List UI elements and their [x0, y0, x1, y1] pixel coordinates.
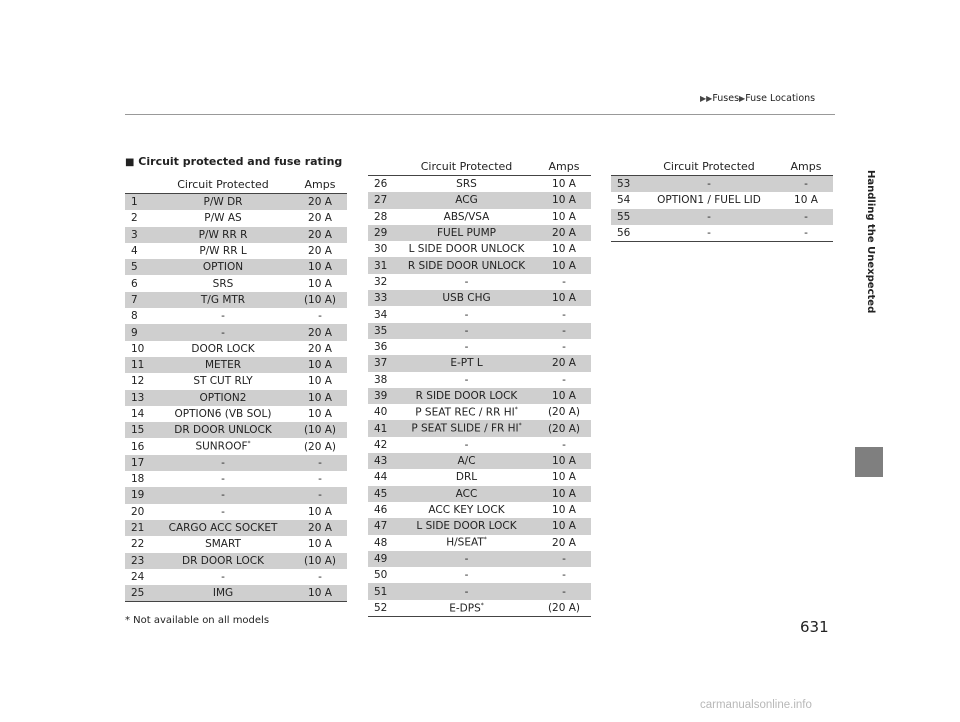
table-row	[611, 225, 833, 242]
watermark: carmanualsonline.info	[700, 699, 812, 711]
fuse-number: 19	[125, 487, 153, 503]
fuse-number: 3	[125, 227, 153, 243]
circuit-name: FUEL PUMP	[396, 225, 537, 241]
table-row	[611, 192, 833, 208]
breadcrumb	[700, 93, 815, 104]
amp-rating: -	[293, 455, 347, 471]
amp-rating: -	[562, 438, 566, 451]
circuit-name: ACG	[396, 192, 537, 208]
circuit-name: DR DOOR UNLOCK	[153, 422, 293, 438]
table-row	[125, 194, 347, 211]
fuse-number: 28	[374, 210, 388, 223]
table-row	[125, 569, 347, 585]
section-title-text: Circuit protected and fuse rating	[138, 155, 343, 168]
table-row	[125, 471, 347, 487]
footnote-mark: *	[247, 440, 251, 448]
table-row	[125, 390, 347, 406]
circuit-name: SUNROOF*	[195, 440, 251, 453]
circuit-name: CARGO ACC SOCKET	[153, 520, 293, 536]
circuit-name: OPTION6 (VB SOL)	[174, 408, 272, 420]
circuit-name: -	[221, 310, 225, 323]
table-row	[368, 518, 591, 534]
fuse-number: 8	[131, 310, 138, 323]
fuse-number: 6	[131, 277, 138, 290]
circuit-name: -	[639, 176, 779, 193]
table-row	[368, 209, 591, 225]
circuit-name: ST CUT RLY	[193, 375, 253, 388]
footnote-mark: *	[518, 422, 522, 430]
amp-rating: 10 A	[308, 538, 332, 551]
circuit-name: -	[153, 455, 293, 471]
header-amps: Amps	[779, 157, 833, 176]
footnote: * Not available on all models	[125, 615, 270, 626]
amp-rating: -	[562, 569, 566, 582]
table-row	[368, 600, 591, 617]
circuit-name: -	[464, 275, 469, 288]
fuse-number: 38	[374, 373, 388, 386]
amp-rating: 10 A	[293, 357, 347, 373]
circuit-name: R SIDE DOOR LOCK	[396, 388, 537, 404]
circuit-name: R SIDE DOOR UNLOCK	[396, 257, 537, 273]
table-row	[125, 585, 347, 602]
table-row	[125, 210, 347, 226]
amp-rating: 10 A	[537, 192, 591, 208]
fuse-number: 50	[374, 569, 388, 582]
table-row	[368, 274, 591, 290]
fuse-number: 54	[617, 194, 631, 207]
amp-rating: 20 A	[293, 194, 347, 211]
header-circuit: Circuit Protected	[396, 157, 537, 176]
fuse-number: 12	[131, 375, 145, 388]
fuse-number: 51	[368, 583, 396, 599]
table-row	[368, 551, 591, 567]
table-row	[125, 536, 347, 552]
circuit-name: -	[396, 323, 537, 339]
table-row	[125, 504, 347, 520]
table-row	[368, 437, 591, 453]
amp-rating: 10 A	[537, 388, 591, 404]
table-row	[368, 469, 591, 485]
amp-rating: 10 A	[552, 504, 576, 517]
table-row	[125, 520, 347, 536]
circuit-name: USB CHG	[396, 290, 537, 306]
fuse-number: 42	[374, 438, 388, 451]
amp-rating: 10 A	[537, 518, 591, 534]
fuse-number: 43	[368, 453, 396, 469]
amp-rating: 20 A	[293, 324, 347, 340]
amp-rating: -	[318, 310, 322, 323]
fuse-number: 30	[374, 243, 388, 256]
table-row	[368, 453, 591, 469]
fuse-number: 10	[131, 342, 145, 355]
amp-rating: -	[562, 341, 566, 354]
amp-rating: -	[537, 583, 591, 599]
fuse-number: 56	[611, 225, 639, 242]
fuse-number: 46	[374, 504, 388, 517]
amp-rating: (20 A)	[547, 406, 581, 419]
circuit-name: -	[464, 569, 469, 582]
circuit-name: E-DPS*	[396, 600, 537, 617]
table-row	[125, 243, 347, 259]
fuse-number: 18	[131, 473, 145, 486]
fuse-number: 31	[368, 257, 396, 273]
fuse-number: 4	[131, 245, 138, 258]
circuit-name: T/G MTR	[153, 292, 293, 308]
header-amps: Amps	[293, 175, 347, 194]
fuse-table-1	[125, 175, 347, 602]
table-row	[125, 324, 347, 340]
circuit-name: -	[221, 570, 225, 583]
table-row	[125, 292, 347, 308]
fuse-number: 47	[368, 518, 396, 534]
circuit-name: E-PT L	[396, 355, 537, 371]
amp-rating: -	[318, 473, 322, 486]
circuit-name: P/W RR R	[153, 227, 293, 243]
circuit-name: -	[221, 505, 225, 518]
table-row	[125, 357, 347, 373]
footnote-mark: *	[514, 406, 518, 414]
table-row	[368, 339, 591, 355]
fuse-number: 24	[131, 570, 145, 583]
fuse-number: 21	[125, 520, 153, 536]
amp-rating: -	[779, 176, 833, 193]
amp-rating: 10 A	[552, 178, 576, 191]
circuit-name: -	[639, 225, 779, 242]
fuse-table-3	[611, 157, 833, 242]
amp-rating: 20 A	[552, 536, 576, 549]
fuse-number: 41	[368, 420, 396, 436]
circuit-name: SRS	[456, 178, 477, 191]
triangle-right-icon: ▶	[739, 94, 746, 103]
circuit-name: SMART	[205, 538, 241, 551]
table-row	[125, 487, 347, 503]
circuit-name: L SIDE DOOR UNLOCK	[408, 243, 525, 256]
circuit-name: -	[396, 583, 537, 599]
fuse-number: 40	[374, 406, 388, 419]
amp-rating: -	[537, 323, 591, 339]
fuse-number: 48	[374, 536, 388, 549]
table-row	[611, 209, 833, 225]
fuse-number: 25	[125, 585, 153, 602]
table-row	[368, 306, 591, 322]
circuit-name: DRL	[455, 471, 478, 484]
amp-rating: 10 A	[537, 486, 591, 502]
table-row	[368, 388, 591, 404]
amp-rating: (20 A)	[537, 600, 591, 617]
table-row	[125, 275, 347, 291]
amp-rating: 10 A	[552, 471, 576, 484]
fuse-table-2-body	[368, 176, 591, 617]
table-row	[368, 420, 591, 436]
circuit-name: SRS	[212, 277, 234, 290]
circuit-name: DOOR LOCK	[191, 342, 255, 355]
footnote-mark: *	[483, 536, 487, 544]
fuse-table-1-body	[125, 194, 347, 602]
fuse-number: 49	[368, 551, 396, 567]
section-title	[125, 155, 342, 168]
circuit-name: H/SEAT*	[446, 536, 487, 549]
table-row	[368, 583, 591, 599]
fuse-table-2	[368, 157, 591, 617]
fuse-number: 2	[131, 212, 138, 225]
table-row	[368, 372, 591, 388]
amp-rating: 20 A	[537, 355, 591, 371]
amp-rating: 10 A	[308, 408, 332, 420]
fuse-number: 11	[125, 357, 153, 373]
circuit-name: -	[396, 551, 537, 567]
amp-rating: -	[562, 373, 566, 386]
header-circuit: Circuit Protected	[639, 157, 779, 176]
amp-rating: 10 A	[552, 243, 576, 256]
amp-rating: 10 A	[293, 390, 347, 406]
amp-rating: 10 A	[308, 277, 332, 290]
fuse-number: 15	[125, 422, 153, 438]
table-row	[125, 438, 347, 454]
table-row	[368, 567, 591, 583]
fuse-number: 39	[368, 388, 396, 404]
circuit-name: P/W AS	[204, 212, 242, 225]
fuse-number: 14	[131, 408, 145, 420]
circuit-name: OPTION	[153, 259, 293, 275]
circuit-name: A/C	[396, 453, 537, 469]
amp-rating: (20 A)	[303, 440, 337, 453]
breadcrumb-part2: Fuse Locations	[745, 93, 816, 104]
circuit-name: -	[221, 473, 225, 486]
table-row	[611, 176, 833, 193]
fuse-number: 16	[131, 440, 145, 453]
fuse-number: 33	[368, 290, 396, 306]
triangle-right-icon: ▶▶	[700, 94, 713, 103]
header-amps: Amps	[537, 157, 591, 176]
fuse-number: 53	[611, 176, 639, 193]
table-row	[368, 323, 591, 339]
circuit-name: DR DOOR LOCK	[153, 553, 293, 569]
amp-rating: 10 A	[537, 453, 591, 469]
fuse-number: 45	[368, 486, 396, 502]
fuse-number: 9	[125, 324, 153, 340]
table-row	[368, 486, 591, 502]
amp-rating: -	[779, 209, 833, 225]
table-row	[368, 502, 591, 518]
fuse-number: 29	[368, 225, 396, 241]
fuse-number: 35	[368, 323, 396, 339]
circuit-name: -	[464, 438, 469, 451]
fuse-number: 34	[374, 308, 388, 321]
fuse-number: 1	[125, 194, 153, 211]
table-row	[368, 225, 591, 241]
table-row	[368, 355, 591, 371]
circuit-name: -	[639, 209, 779, 225]
header-circuit: Circuit Protected	[153, 175, 293, 194]
circuit-name: OPTION2	[153, 390, 293, 406]
fuse-number: 36	[374, 341, 388, 354]
table-row	[368, 176, 591, 193]
circuit-name: L SIDE DOOR LOCK	[396, 518, 537, 534]
amp-rating: 10 A	[308, 375, 332, 388]
circuit-name: P/W DR	[153, 194, 293, 211]
table-row	[368, 535, 591, 551]
fuse-number: 5	[125, 259, 153, 275]
amp-rating: 20 A	[308, 212, 332, 225]
fuse-number: 26	[374, 178, 388, 191]
side-tab-label: Handling the Unexpected	[865, 170, 876, 314]
fuse-number: 27	[368, 192, 396, 208]
table-row	[125, 373, 347, 389]
amp-rating: (10 A)	[293, 292, 347, 308]
table-row	[368, 257, 591, 273]
fuse-number: 13	[125, 390, 153, 406]
table-row	[125, 553, 347, 569]
square-bullet-icon: ■	[125, 157, 135, 168]
amp-rating: 20 A	[293, 227, 347, 243]
circuit-name: -	[464, 341, 469, 354]
table-row	[368, 241, 591, 257]
amp-rating: 20 A	[308, 245, 332, 258]
amp-rating: 10 A	[537, 290, 591, 306]
table-row	[125, 259, 347, 275]
circuit-name: -	[464, 308, 469, 321]
circuit-name: P SEAT REC / RR HI*	[415, 406, 518, 419]
circuit-name: ACC	[396, 486, 537, 502]
table-row	[125, 406, 347, 422]
fuse-number: 52	[368, 600, 396, 617]
fuse-table-3-body	[611, 176, 833, 242]
header-rule	[125, 114, 835, 115]
fuse-number: 22	[131, 538, 145, 551]
table-row	[125, 341, 347, 357]
amp-rating: 20 A	[537, 225, 591, 241]
circuit-name: OPTION1 / FUEL LID	[657, 194, 761, 207]
fuse-number: 20	[131, 505, 145, 518]
table-row	[125, 455, 347, 471]
fuse-number: 17	[125, 455, 153, 471]
amp-rating: (20 A)	[537, 420, 591, 436]
table-row	[125, 422, 347, 438]
fuse-number: 55	[611, 209, 639, 225]
fuse-number: 7	[125, 292, 153, 308]
amp-rating: -	[562, 308, 566, 321]
table-row	[125, 227, 347, 243]
amp-rating: (10 A)	[293, 553, 347, 569]
amp-rating: -	[537, 551, 591, 567]
amp-rating: 10 A	[537, 257, 591, 273]
circuit-name: -	[153, 324, 293, 340]
amp-rating: -	[318, 570, 322, 583]
circuit-name: METER	[153, 357, 293, 373]
amp-rating: -	[562, 275, 566, 288]
amp-rating: 20 A	[293, 520, 347, 536]
side-tab-marker	[855, 447, 883, 477]
circuit-name: -	[153, 487, 293, 503]
breadcrumb-part1: Fuses	[712, 93, 740, 104]
footnote-mark: *	[480, 601, 484, 609]
fuse-number: 23	[125, 553, 153, 569]
amp-rating: 10 A	[794, 194, 818, 207]
page-number: 631	[800, 618, 829, 636]
amp-rating: 10 A	[308, 505, 332, 518]
circuit-name: IMG	[153, 585, 293, 602]
table-row	[368, 290, 591, 306]
amp-rating: 10 A	[293, 259, 347, 275]
amp-rating: 10 A	[293, 585, 347, 602]
amp-rating: (10 A)	[293, 422, 347, 438]
amp-rating: 10 A	[552, 210, 576, 223]
amp-rating: -	[779, 225, 833, 242]
fuse-number: 32	[374, 275, 388, 288]
fuse-number: 44	[374, 471, 388, 484]
circuit-name: ACC KEY LOCK	[428, 504, 505, 517]
circuit-name: -	[464, 373, 469, 386]
table-row	[125, 308, 347, 324]
fuse-number: 37	[368, 355, 396, 371]
circuit-name: P/W RR L	[199, 245, 247, 258]
circuit-name: P SEAT SLIDE / FR HI*	[396, 420, 537, 436]
amp-rating: -	[293, 487, 347, 503]
circuit-name: ABS/VSA	[443, 210, 490, 223]
table-row	[368, 404, 591, 420]
table-row	[368, 192, 591, 208]
amp-rating: 20 A	[308, 342, 332, 355]
